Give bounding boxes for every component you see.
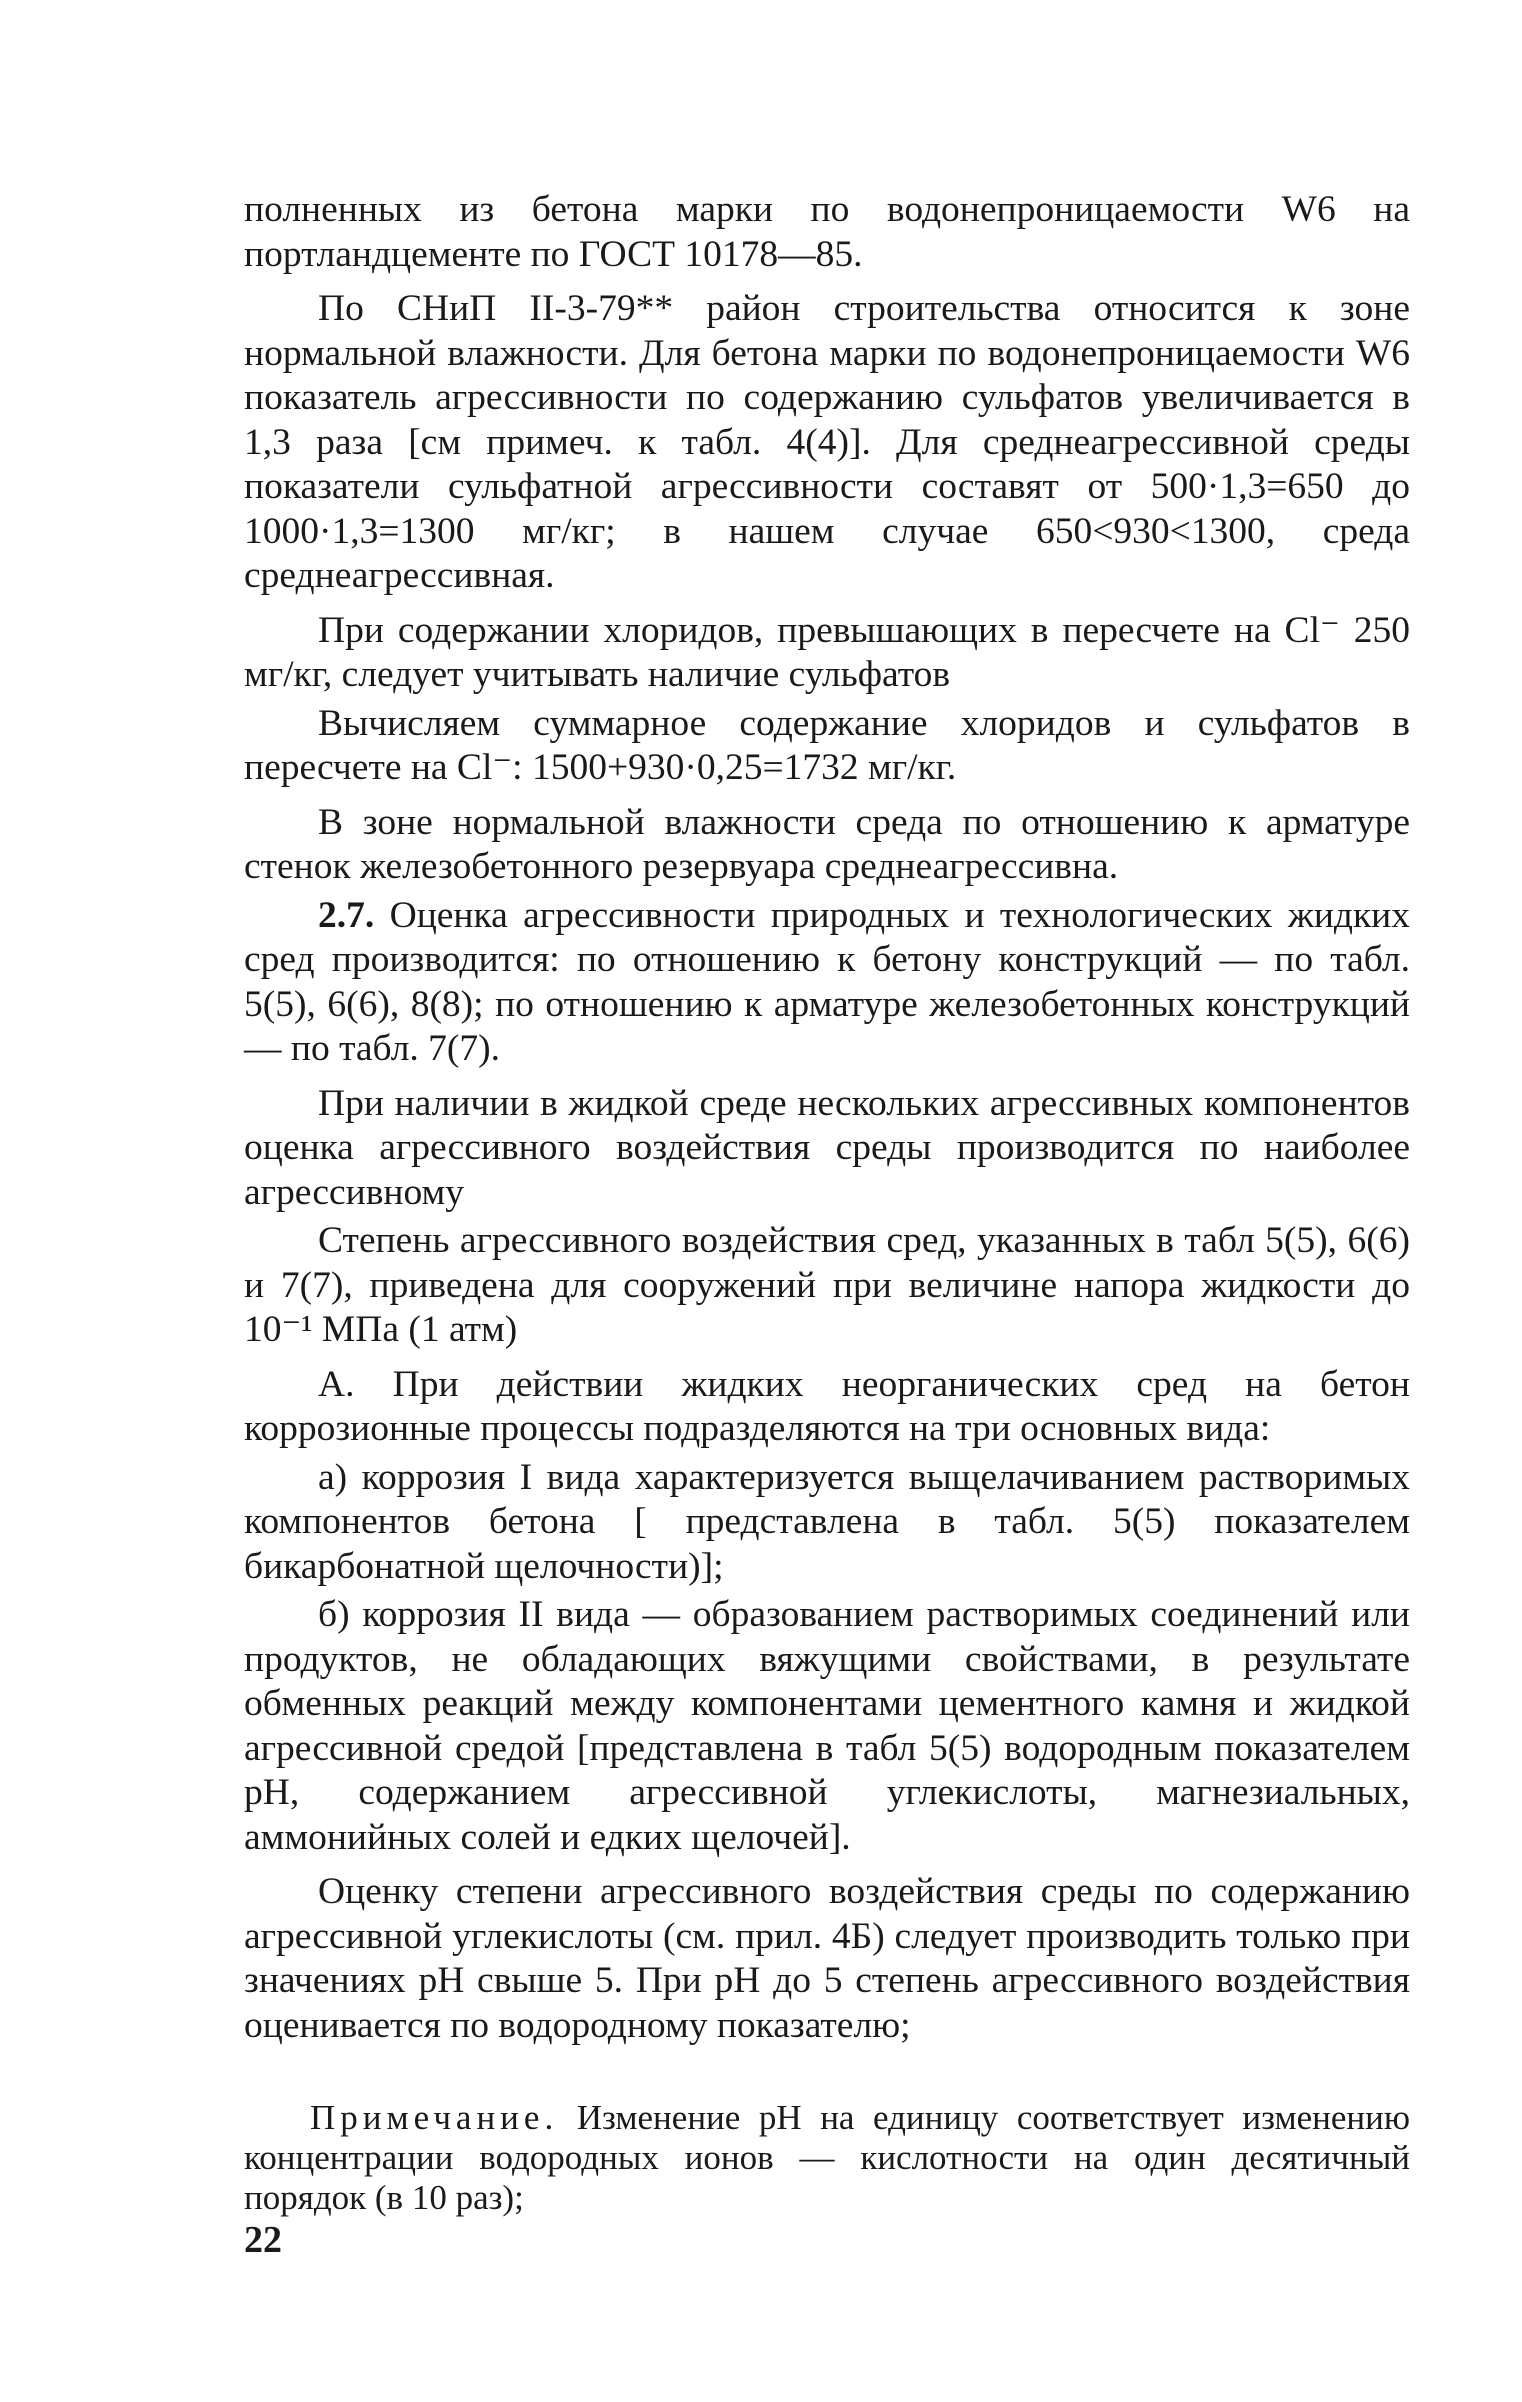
paragraph-snip-zone: По СНиП II-3-79** район строительства относится к зоне нормальной влажности. Для бетона марки по водонепроницаемости W6 показатель агрессивности по содержанию сульфатов увеличивается в 1,3 раза [см примеч. к табл. 4(4)]. Для среднеагрессивной среды показатели сульфатной агрессивности составят от 500·1,3=650 до 1000·1,3=1300 мг/кг; в нашем случае 650<930<1300, среда среднеагрессивная. xyxy=(244,288,1410,596)
section-text: Оценка агрессивности природных и технологических жидких сред производится: по отношению к бетону конструкций — по табл. 5(5), 6(6), 8(8); по отношению к арматуре железобетонных конструкций — по табл. 7(7). xyxy=(244,894,1411,1069)
section-number: 2.7. xyxy=(318,894,375,936)
paragraph-continuation: полненных из бетона марки по водонепроницаемости W6 на портландцементе по ГОСТ 10178—85. xyxy=(244,189,1410,275)
paragraph-carbonic-acid: Оценку степени агрессивного воздействия среды по содержанию агрессивной углекислоты (см. прил. 4Б) следует производить только при значениях pH свыше 5. При pH до 5 степень агрессивного воздействия оценивается по водородному показателю; xyxy=(244,1871,1410,2046)
paragraph-liquid-media: А. При действии жидких неорганических сред на бетон коррозионные процессы подразделяются на три основных вида: xyxy=(244,1363,1410,1449)
list-item-corrosion-1: а) коррозия I вида характеризуется выщелачиванием растворимых компонентов бетона [ представлена в табл. 5(5) показателем бикарбонатной щелочности)]; xyxy=(244,1456,1410,1587)
list-item-corrosion-2: б) коррозия II вида — образованием растворимых соединений или продуктов, не обладающих вяжущими свойствами, в результате обменных реакций между компонентами цементного камня и жидкой агрессивной средой [представлена в табл 5(5) водородным показателем pH, содержанием агрессивной углекислоты, магнезиальных, аммонийных солей и едких щелочей]. xyxy=(244,1594,1410,1858)
page-body xyxy=(244,188,1410,2253)
note-label: Примечание. xyxy=(310,2098,559,2137)
paragraph-section-2-7 xyxy=(244,894,1410,1072)
page-number: 22 xyxy=(244,2219,282,2261)
note xyxy=(244,2098,1410,2218)
note-text: Изменение pH на единицу соответствует изменению концентрации водородных ионов — кислотности на один десятичный порядок (в 10 раз); xyxy=(244,2098,1410,2217)
paragraph-pressure: Степень агрессивного воздействия сред, указанных в табл 5(5), 6(6) и 7(7), приведена для сооружений при величине напора жидкости до 10⁻¹ МПа (1 атм) xyxy=(244,1220,1410,1350)
paragraph-multiple-components: При наличии в жидкой среде нескольких агрессивных компонентов оценка агрессивного воздействия среды производится по наиболее агрессивному xyxy=(244,1082,1410,1213)
paragraph-chlorides: При содержании хлоридов, превышающих в пересчете на Cl⁻ 250 мг/кг, следует учитывать наличие сульфатов xyxy=(244,609,1410,695)
paragraph-calculation: Вычисляем суммарное содержание хлоридов и сульфатов в пересчете на Cl⁻: 1500+930·0,25=1732 мг/кг. xyxy=(244,702,1410,788)
paragraph-conclusion: В зоне нормальной влажности среда по отношению к арматуре стенок железобетонного резервуара среднеагрессивна. xyxy=(244,801,1410,887)
